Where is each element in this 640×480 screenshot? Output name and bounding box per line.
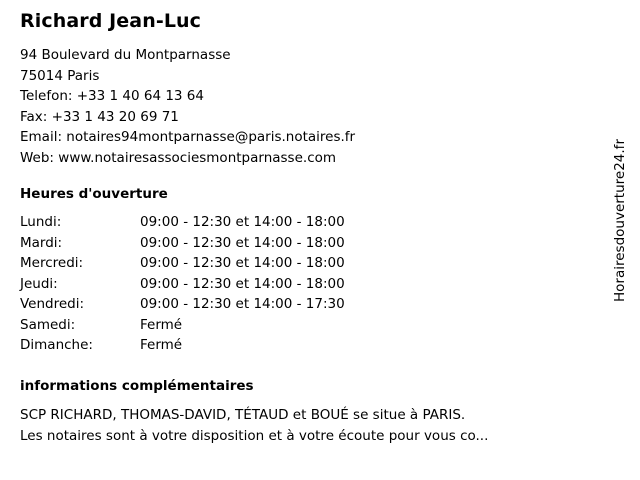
day-hours: 09:00 - 12:30 et 14:00 - 18:00 xyxy=(140,234,345,251)
day-label: Lundi: xyxy=(20,214,62,230)
day-hours: 09:00 - 12:30 et 14:00 - 17:30 xyxy=(140,296,345,312)
day-label: Jeudi: xyxy=(20,275,58,292)
fax-line: Fax: +33 1 43 20 69 71 xyxy=(20,108,179,125)
day-label: Mardi: xyxy=(20,234,63,251)
day-hours: 09:00 - 12:30 et 14:00 - 18:00 xyxy=(140,275,345,292)
address-line-city: 75014 Paris xyxy=(20,67,100,84)
phone-line: Telefon: +33 1 40 64 13 64 xyxy=(20,88,204,104)
day-hours: 09:00 - 12:30 et 14:00 - 18:00 xyxy=(140,214,345,230)
day-label: Vendredi: xyxy=(20,296,85,312)
watermark-url: Horairesdouverture24.fr xyxy=(612,139,628,302)
day-hours: 09:00 - 12:30 et 14:00 - 18:00 xyxy=(140,255,345,271)
table-row xyxy=(20,315,345,336)
opening-hours-title: Heures d'ouverture xyxy=(20,186,168,202)
day-hours: Fermé xyxy=(140,337,183,353)
day-hours: Fermé xyxy=(140,316,183,333)
additional-info-line-1: SCP RICHARD, THOMAS-DAVID, TÉTAUD et BOUÉ se situe à PARIS. xyxy=(20,406,466,423)
table-row xyxy=(20,335,345,356)
table-row xyxy=(20,294,345,315)
day-label: Samedi: xyxy=(20,316,76,333)
table-row xyxy=(20,212,345,233)
additional-info-line-2: Les notaires sont à votre disposition et à votre écoute pour vous co... xyxy=(20,427,489,444)
day-label: Mercredi: xyxy=(20,255,84,271)
table-row xyxy=(20,274,345,295)
website-line[interactable]: Web: www.notairesassociesmontparnasse.com xyxy=(20,149,337,166)
listing-content xyxy=(20,10,600,447)
opening-hours-table xyxy=(20,212,345,356)
address-block xyxy=(20,45,600,168)
table-row xyxy=(20,233,345,254)
additional-info-text xyxy=(20,405,600,447)
day-label: Dimanche: xyxy=(20,337,93,353)
address-line-street: 94 Boulevard du Montparnasse xyxy=(20,47,231,63)
additional-info-title: informations complémentaires xyxy=(20,377,254,394)
page-title: Richard Jean-Luc xyxy=(20,10,202,32)
table-row xyxy=(20,253,345,274)
email-line[interactable]: Email: notaires94montparnasse@paris.notaires.fr xyxy=(20,129,356,145)
